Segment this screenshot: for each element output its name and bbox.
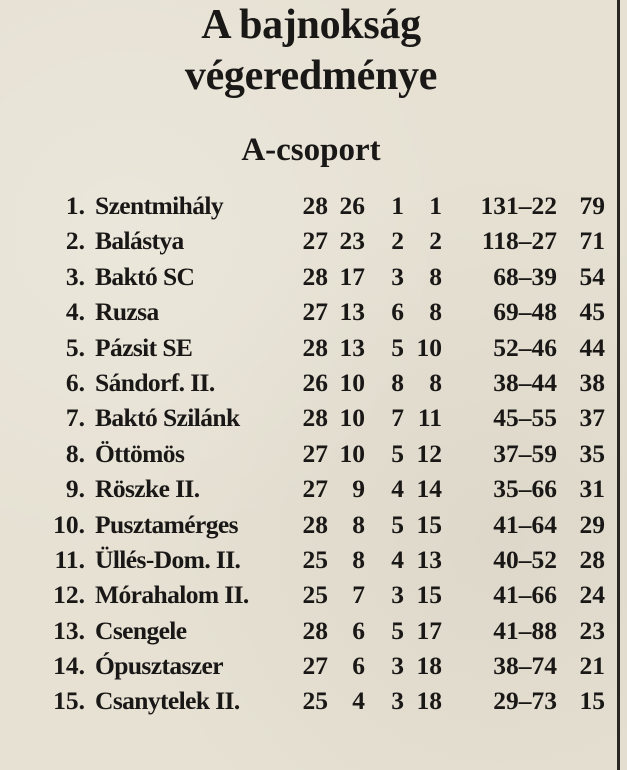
lost-cell: 18 bbox=[416, 651, 442, 681]
played-cell: 25 bbox=[302, 544, 328, 574]
won-cell: 23 bbox=[339, 226, 365, 256]
table-row bbox=[0, 294, 622, 329]
lost-cell: 8 bbox=[429, 297, 442, 327]
rank-cell: 8. bbox=[65, 438, 85, 468]
team-name: Csengele bbox=[95, 615, 187, 645]
table-row bbox=[0, 223, 622, 258]
points-cell: 45 bbox=[579, 297, 605, 327]
table-row bbox=[0, 542, 622, 577]
points-cell: 23 bbox=[579, 615, 605, 645]
played-cell: 26 bbox=[302, 367, 328, 397]
played-cell: 28 bbox=[302, 191, 328, 220]
lost-cell: 2 bbox=[429, 226, 442, 256]
played-cell: 28 bbox=[302, 615, 328, 645]
table-row bbox=[0, 436, 622, 471]
drawn-cell: 4 bbox=[391, 474, 404, 504]
table-row bbox=[0, 577, 622, 612]
team-name: Baktó Szilánk bbox=[95, 403, 240, 433]
points-cell: 54 bbox=[579, 261, 605, 291]
table-row bbox=[0, 330, 622, 365]
points-cell: 31 bbox=[579, 474, 605, 504]
drawn-cell: 3 bbox=[391, 686, 404, 716]
played-cell: 28 bbox=[302, 261, 328, 291]
team-name: Üllés-Dom. II. bbox=[95, 544, 241, 574]
goals-cell: 131–22 bbox=[480, 191, 557, 220]
points-cell: 38 bbox=[579, 367, 605, 397]
drawn-cell: 1 bbox=[391, 191, 404, 220]
rank-cell: 4. bbox=[65, 297, 85, 327]
drawn-cell: 8 bbox=[391, 367, 404, 397]
won-cell: 17 bbox=[339, 261, 365, 291]
drawn-cell: 5 bbox=[391, 509, 404, 539]
team-name: Pázsit SE bbox=[95, 332, 193, 362]
drawn-cell: 3 bbox=[391, 261, 404, 291]
team-name: Öttömös bbox=[95, 438, 185, 468]
points-cell: 21 bbox=[579, 651, 605, 681]
rank-cell: 10. bbox=[53, 509, 85, 539]
table-row bbox=[0, 648, 622, 683]
team-name: Mórahalom II. bbox=[95, 580, 249, 610]
drawn-cell: 7 bbox=[391, 403, 404, 433]
points-cell: 28 bbox=[579, 544, 605, 574]
won-cell: 8 bbox=[352, 544, 365, 574]
drawn-cell: 3 bbox=[391, 580, 404, 610]
won-cell: 10 bbox=[339, 403, 365, 433]
goals-cell: 52–46 bbox=[493, 332, 557, 362]
drawn-cell: 2 bbox=[391, 226, 404, 256]
lost-cell: 15 bbox=[416, 509, 442, 539]
table-row bbox=[0, 400, 622, 435]
goals-cell: 37–59 bbox=[493, 438, 557, 468]
rank-cell: 1. bbox=[65, 191, 85, 220]
goals-cell: 41–66 bbox=[493, 580, 557, 610]
points-cell: 15 bbox=[579, 686, 605, 716]
played-cell: 27 bbox=[302, 438, 328, 468]
table-row bbox=[0, 613, 622, 648]
points-cell: 79 bbox=[579, 191, 605, 220]
drawn-cell: 5 bbox=[391, 615, 404, 645]
goals-cell: 41–88 bbox=[493, 615, 557, 645]
won-cell: 10 bbox=[339, 438, 365, 468]
lost-cell: 15 bbox=[416, 580, 442, 610]
table-row bbox=[0, 683, 622, 718]
table-row bbox=[0, 365, 622, 400]
lost-cell: 8 bbox=[429, 261, 442, 291]
rank-cell: 11. bbox=[54, 544, 85, 574]
team-name: Ópusztaszer bbox=[95, 651, 223, 681]
lost-cell: 18 bbox=[416, 686, 442, 716]
drawn-cell: 6 bbox=[391, 297, 404, 327]
lost-cell: 13 bbox=[416, 544, 442, 574]
table-row bbox=[0, 259, 622, 294]
goals-cell: 41–64 bbox=[493, 509, 557, 539]
lost-cell: 8 bbox=[429, 367, 442, 397]
won-cell: 26 bbox=[339, 191, 365, 220]
goals-cell: 118–27 bbox=[481, 226, 557, 256]
rank-cell: 2. bbox=[65, 226, 85, 256]
rank-cell: 7. bbox=[65, 403, 85, 433]
rank-cell: 15. bbox=[53, 686, 85, 716]
lost-cell: 10 bbox=[416, 332, 442, 362]
won-cell: 4 bbox=[352, 686, 365, 716]
drawn-cell: 3 bbox=[391, 651, 404, 681]
won-cell: 8 bbox=[352, 509, 365, 539]
goals-cell: 35–66 bbox=[493, 474, 557, 504]
team-name: Csanytelek II. bbox=[95, 686, 240, 716]
team-name: Baktó SC bbox=[95, 261, 195, 291]
drawn-cell: 4 bbox=[391, 544, 404, 574]
played-cell: 27 bbox=[302, 226, 328, 256]
rank-cell: 3. bbox=[65, 261, 85, 291]
team-name: Pusztamérges bbox=[95, 509, 238, 539]
table-row bbox=[0, 188, 622, 223]
points-cell: 37 bbox=[579, 403, 605, 433]
rank-cell: 9. bbox=[65, 474, 85, 504]
won-cell: 13 bbox=[339, 332, 365, 362]
headline-line-1: A bajnokság bbox=[201, 2, 421, 48]
goals-cell: 68–39 bbox=[493, 261, 557, 291]
rank-cell: 6. bbox=[65, 367, 85, 397]
rank-cell: 13. bbox=[53, 615, 85, 645]
group-title: A-csoport bbox=[241, 132, 381, 168]
lost-cell: 17 bbox=[416, 615, 442, 645]
lost-cell: 14 bbox=[416, 474, 442, 504]
lost-cell: 11 bbox=[417, 403, 442, 433]
played-cell: 27 bbox=[302, 651, 328, 681]
points-cell: 29 bbox=[579, 509, 605, 539]
rank-cell: 12. bbox=[53, 580, 85, 610]
played-cell: 28 bbox=[302, 509, 328, 539]
goals-cell: 45–55 bbox=[493, 403, 557, 433]
goals-cell: 38–44 bbox=[493, 367, 557, 397]
played-cell: 25 bbox=[302, 580, 328, 610]
team-name: Balástya bbox=[95, 226, 184, 256]
team-name: Ruzsa bbox=[95, 297, 159, 327]
drawn-cell: 5 bbox=[391, 438, 404, 468]
drawn-cell: 5 bbox=[391, 332, 404, 362]
team-name: Szentmihály bbox=[95, 191, 223, 220]
played-cell: 27 bbox=[302, 297, 328, 327]
team-name: Sándorf. II. bbox=[95, 367, 215, 397]
rank-cell: 14. bbox=[53, 651, 85, 681]
goals-cell: 38–74 bbox=[493, 651, 557, 681]
points-cell: 24 bbox=[579, 580, 605, 610]
played-cell: 27 bbox=[302, 474, 328, 504]
lost-cell: 1 bbox=[429, 191, 442, 220]
headline-line-2: végeredménye bbox=[184, 53, 438, 99]
lost-cell: 12 bbox=[416, 438, 442, 468]
won-cell: 10 bbox=[339, 367, 365, 397]
goals-cell: 29–73 bbox=[493, 686, 557, 716]
rank-cell: 5. bbox=[65, 332, 85, 362]
team-name: Röszke II. bbox=[95, 474, 200, 504]
won-cell: 9 bbox=[352, 474, 365, 504]
won-cell: 6 bbox=[352, 651, 365, 681]
points-cell: 35 bbox=[579, 438, 605, 468]
table-row bbox=[0, 471, 622, 506]
won-cell: 6 bbox=[352, 615, 365, 645]
points-cell: 44 bbox=[579, 332, 605, 362]
points-cell: 71 bbox=[579, 226, 605, 256]
won-cell: 13 bbox=[339, 297, 365, 327]
played-cell: 25 bbox=[302, 686, 328, 716]
played-cell: 28 bbox=[302, 332, 328, 362]
standings-table bbox=[0, 188, 622, 719]
played-cell: 28 bbox=[302, 403, 328, 433]
table-row bbox=[0, 507, 622, 542]
goals-cell: 69–48 bbox=[493, 297, 557, 327]
won-cell: 7 bbox=[352, 580, 365, 610]
goals-cell: 40–52 bbox=[493, 544, 557, 574]
